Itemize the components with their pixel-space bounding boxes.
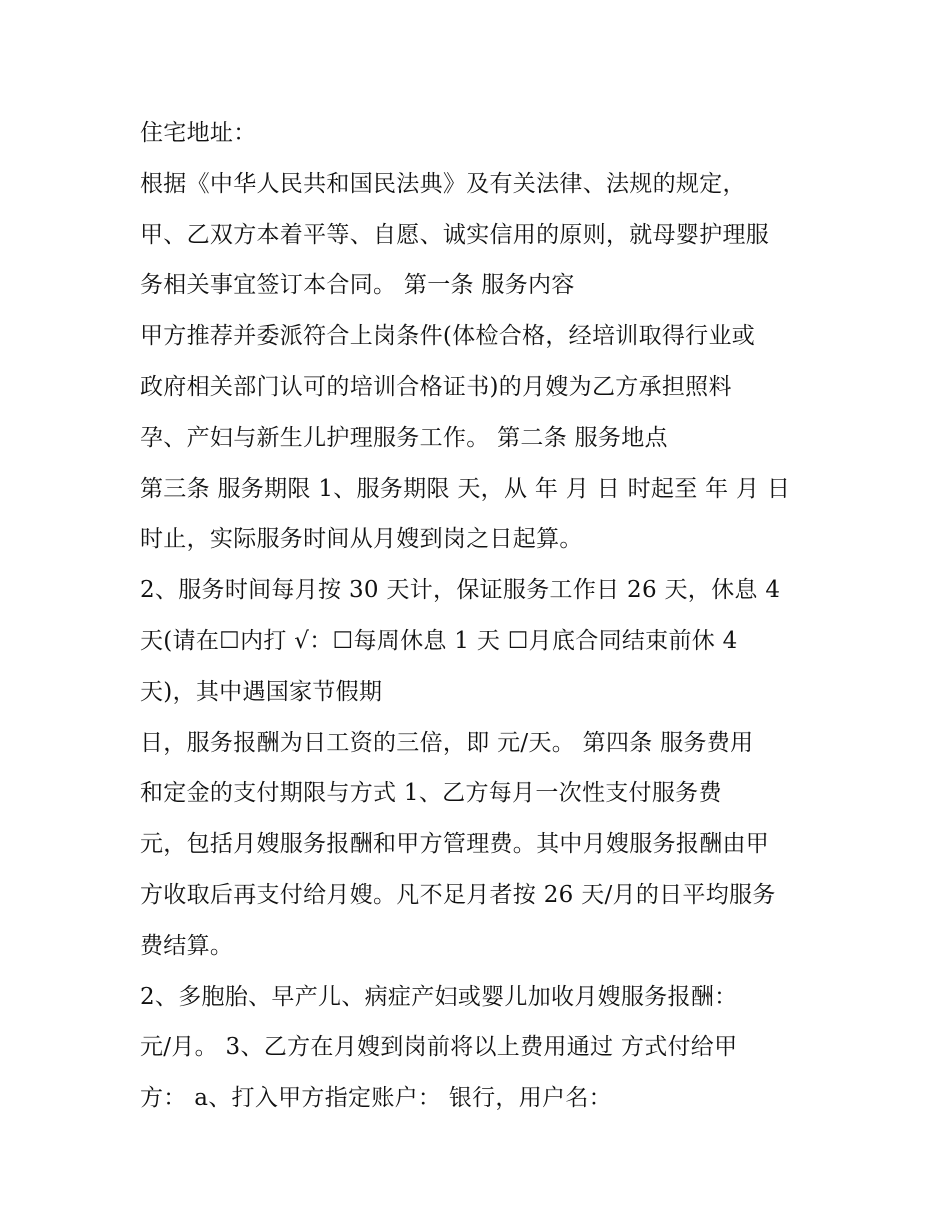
text-line: 时止，实际服务时间从月嫂到岗之日起算。 xyxy=(140,526,583,553)
text-line: 方收取后再支付给月嫂。凡不足月者按 26 天/月的日平均服务 xyxy=(140,881,776,908)
text-line: 务相关事宜签订本合同。 第一条 服务内容 xyxy=(140,272,575,299)
text-line: 天(请在☐内打 √：☐每周休息 1 天 ☐月底合同结束前休 4 xyxy=(140,627,738,654)
text-line: 2、服务时间每月按 30 天计，保证服务工作日 26 天，休息 4 xyxy=(140,577,781,604)
text-line: 甲方推荐并委派符合上岗条件(体检合格，经培训取得行业或 xyxy=(140,323,756,350)
text-line: 费结算。 xyxy=(140,932,234,959)
text-line: 住宅地址： xyxy=(140,120,257,146)
text-line: 2、多胞胎、早产儿、病症产妇或婴儿加收月嫂服务报酬： xyxy=(140,983,738,1010)
text-line: 元/月。 3、乙方在月嫂到岗前将以上费用通过 方式付给甲 xyxy=(140,1034,738,1061)
text-line: 孕、产妇与新生儿护理服务工作。 第二条 服务地点 xyxy=(140,424,668,451)
text-line: 根据《中华人民共和国民法典》及有关法律、法规的规定， xyxy=(140,170,746,197)
text-line: 日，服务报酬为日工资的三倍，即 元/天。 第四条 服务费用 xyxy=(140,729,754,756)
contract-text-body xyxy=(140,108,830,1124)
text-line: 甲、乙双方本着平等、自愿、诚实信用的原则，就母婴护理服 xyxy=(140,221,770,248)
text-line: 方： a、打入甲方指定账户： 银行，用户名： xyxy=(140,1085,612,1112)
text-line: 和定金的支付期限与方式 1、乙方每月一次性支付服务费 xyxy=(140,780,722,807)
text-line: 天)，其中遇国家节假期 xyxy=(140,678,383,705)
text-line: 第三条 服务期限 1、服务期限 天，从 年 月 日 时起至 年 月 日 xyxy=(140,475,791,502)
text-line: 政府相关部门认可的培训合格证书)的月嫂为乙方承担照料 xyxy=(140,373,732,400)
text-line: 元，包括月嫂服务报酬和甲方管理费。其中月嫂服务报酬由甲 xyxy=(140,831,770,858)
